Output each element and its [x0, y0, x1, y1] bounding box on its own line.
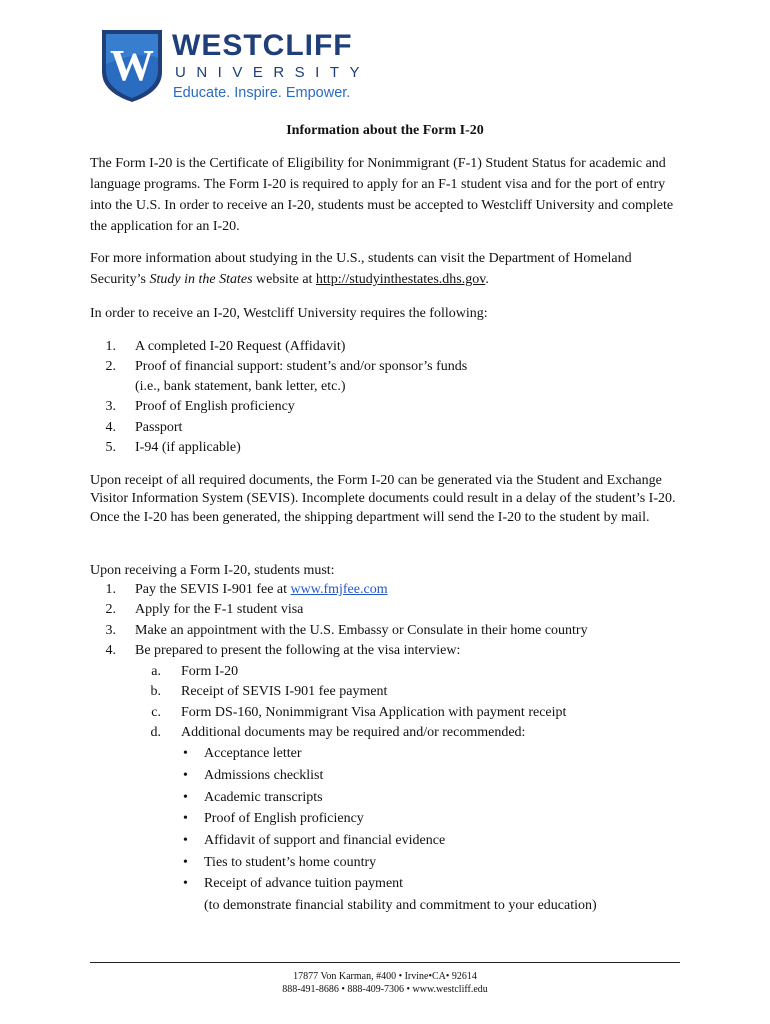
- bullet-continuation: (to demonstrate financial stability and commitment to your education): [204, 898, 597, 913]
- bullet-icon: •: [183, 876, 188, 891]
- shield-letter: W: [110, 41, 154, 90]
- list-item-text: Be prepared to present the following at the visa interview:: [135, 643, 461, 658]
- logo-wordmark: WESTCLIFF: [172, 29, 353, 62]
- list-item-text: Passport: [135, 420, 183, 435]
- logo-subtitle: UNIVERSITY: [175, 64, 371, 81]
- bullet-icon: •: [183, 855, 188, 870]
- list-letter: c.: [151, 705, 161, 720]
- list-item-text: Additional documents may be required and/or recommended:: [181, 725, 526, 740]
- intro-paragraph: The Form I-20 is the Certificate of Eligibility for Nonimmigrant (F-1) Student Status for academic and language programs. The Form I-20 is required to apply for an F-1 student visa and for the port of entry into the U.S. In order to receive an I-20, students must be accepted to Westcliff University and complete the application for an I-20.: [90, 156, 674, 234]
- bullet-icon: •: [183, 746, 188, 761]
- bullet-icon: •: [183, 768, 188, 783]
- list-letter: d.: [150, 725, 161, 740]
- list-letter: b.: [150, 684, 161, 699]
- list-number: 1.: [105, 339, 116, 354]
- list-number: 2.: [105, 359, 116, 374]
- list-number: 3.: [105, 623, 116, 638]
- list-item-text: Form I-20: [181, 664, 239, 679]
- list-item-text: Proof of English proficiency: [135, 399, 295, 414]
- bullet-icon: •: [183, 790, 188, 805]
- bullet-text: Proof of English proficiency: [204, 811, 364, 826]
- more-info-paragraph: [90, 248, 690, 290]
- fmjfee-link[interactable]: www.fmjfee.com: [290, 582, 388, 597]
- study-in-states-title: Study in the States: [149, 272, 253, 287]
- more-info-middle: website at: [252, 272, 316, 287]
- list-number: 4.: [105, 420, 116, 435]
- list-number: 4.: [105, 643, 116, 658]
- bullet-icon: •: [183, 811, 188, 826]
- list-item-text: Make an appointment with the U.S. Embassy or Consulate in their home country: [135, 623, 588, 638]
- more-info-end: .: [485, 272, 489, 287]
- footer-contact: 888-491-8686 • 888-409-7306 • www.westcliff.edu: [282, 984, 488, 995]
- document-title: Information about the Form I-20: [286, 123, 484, 138]
- list-item-text: Form DS-160, Nonimmigrant Visa Application with payment receipt: [181, 705, 567, 720]
- list-number: 3.: [105, 399, 116, 414]
- list-item-text: Apply for the F-1 student visa: [135, 602, 304, 617]
- list-item-text: Receipt of SEVIS I-901 fee payment: [181, 684, 388, 699]
- receipt-paragraph: Upon receipt of all required documents, the Form I-20 can be generated via the Student and Exchange Visitor Information System (SEVIS). Incomplete documents could result in a delay of the student’s I-20. Once the I-20 has been generated, the shipping department will send the I-20 to the student by mail.: [90, 473, 676, 525]
- westcliff-logo: [100, 28, 390, 104]
- bullet-text: Admissions checklist: [204, 768, 324, 783]
- bullet-text: Ties to student’s home country: [204, 855, 377, 870]
- list-letter: a.: [151, 664, 161, 679]
- list-number: 5.: [105, 440, 116, 455]
- bullet-text: Receipt of advance tuition payment: [204, 876, 404, 891]
- logo-tagline: Educate. Inspire. Empower.: [173, 85, 351, 101]
- list-item-text: Pay the SEVIS I-901 fee at: [135, 582, 291, 597]
- bullet-text: Affidavit of support and financial evidence: [204, 833, 446, 848]
- list-item-text: A completed I-20 Request (Affidavit): [135, 339, 346, 354]
- footer-divider: [90, 962, 680, 963]
- bullet-text: Acceptance letter: [204, 746, 302, 761]
- list-item-text: Proof of financial support: student’s and/or sponsor’s funds: [135, 359, 468, 374]
- list-item-continuation: (i.e., bank statement, bank letter, etc.): [135, 379, 346, 394]
- shield-icon: [100, 28, 164, 104]
- list-number: 2.: [105, 602, 116, 617]
- requirements-intro: In order to receive an I-20, Westcliff University requires the following:: [90, 306, 488, 321]
- bullet-text: Academic transcripts: [204, 790, 323, 805]
- footer-address: 17877 Von Karman, #400 • Irvine•CA• 92614: [293, 971, 477, 982]
- bullet-icon: •: [183, 833, 188, 848]
- list-item-text: I-94 (if applicable): [135, 440, 241, 455]
- studyinthestates-link[interactable]: http://studyinthestates.dhs.gov: [315, 272, 486, 287]
- list-number: 1.: [105, 582, 116, 597]
- more-info-text: For more information about studying in the U.S., students can visit the Department of Homeland Security’s: [90, 251, 632, 287]
- receiving-intro: Upon receiving a Form I-20, students must:: [90, 563, 335, 578]
